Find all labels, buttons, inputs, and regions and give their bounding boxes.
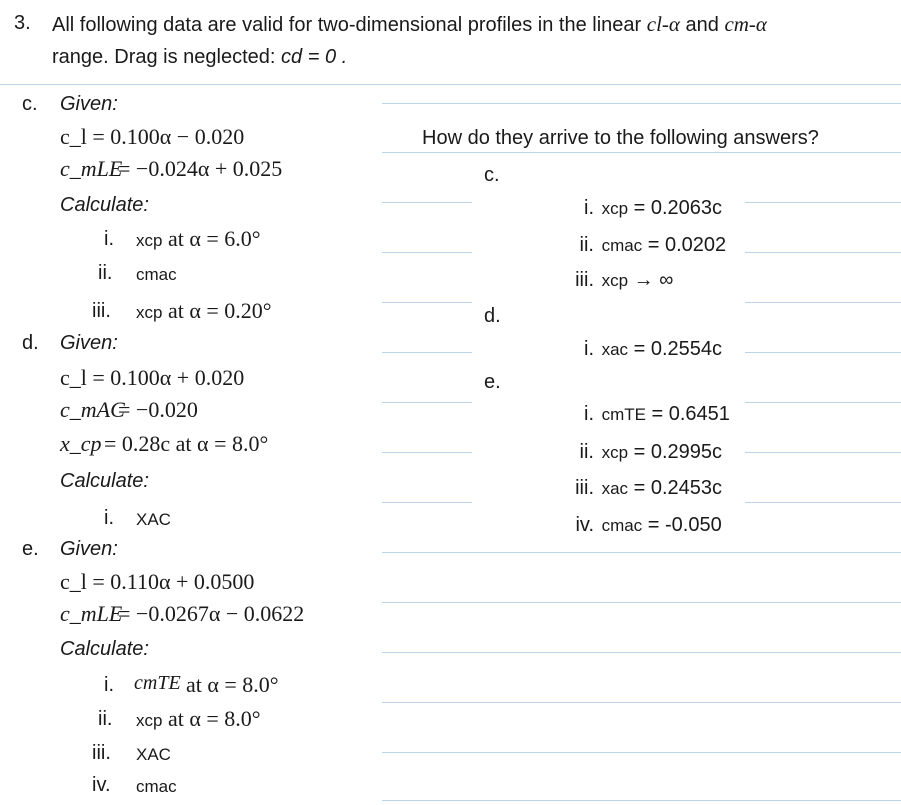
answer-e-ii: ii. xcp = 0.2995c xyxy=(579,441,723,463)
part-e-eq2-lhs: c_mLE xyxy=(60,601,123,626)
part-d-eq3-lhs: x_cp xyxy=(60,431,102,456)
answers-prompt: How do they arrive to the following answers? xyxy=(422,127,819,149)
part-e-item-4-roman: iv. xyxy=(92,774,111,796)
part-c-item-1-text: at α = 6.0° xyxy=(168,226,261,251)
answer-e-iii: iii. xac = 0.2453c xyxy=(575,477,723,499)
answer-c-iii: iii. xcp → ∞ xyxy=(575,269,674,291)
question-line-1: All following data are valid for two-dimensional profiles in the linear cl-α and cm-α xyxy=(52,12,767,36)
part-e-given-label: Given: xyxy=(60,538,118,560)
part-d-calculate-label: Calculate: xyxy=(60,470,149,492)
part-e-item-2-text: at α = 8.0° xyxy=(168,706,261,731)
part-e-eq1: c_l = 0.110α + 0.0500 xyxy=(60,569,255,594)
part-e-item-4-symbol: cmac xyxy=(136,777,177,796)
part-c-item-3-roman: iii. xyxy=(92,300,111,322)
part-c-item-2-symbol: cmac xyxy=(136,265,177,284)
answer-e-i: i. cmTE = 0.6451 xyxy=(584,403,730,425)
part-c-given-label: Given: xyxy=(60,93,118,115)
part-c-item-1-symbol: xcp xyxy=(136,231,163,250)
part-d-eq3-rhs: = 0.28c at α = 8.0° xyxy=(104,431,269,456)
part-e-calculate-label: Calculate: xyxy=(60,638,149,660)
part-e-item-2-symbol: xcp xyxy=(136,711,163,730)
part-e-item-1-roman: i. xyxy=(104,674,114,696)
part-e-item-1-text: at α = 8.0° xyxy=(186,672,279,697)
part-c-item-1-roman: i. xyxy=(104,228,114,250)
part-d-marker: d. xyxy=(22,332,39,354)
part-e-eq2-rhs: = −0.0267α − 0.0622 xyxy=(118,601,305,626)
answer-c-i: i. xcp = 0.2063c xyxy=(584,197,723,219)
part-d-item-1-roman: i. xyxy=(104,507,114,529)
answers-e-marker: e. xyxy=(484,371,501,393)
answer-c-ii: ii. cmac = 0.0202 xyxy=(579,234,727,256)
part-c-eq2-rhs: = −0.024α + 0.025 xyxy=(118,156,283,181)
part-c-calculate-label: Calculate: xyxy=(60,194,149,216)
part-d-given-label: Given: xyxy=(60,332,118,354)
answer-e-iv: iv. cmac = -0.050 xyxy=(575,514,722,536)
part-d-item-1-symbol: XAC xyxy=(136,510,171,529)
part-c-item-3-text: at α = 0.20° xyxy=(168,298,272,323)
part-e-item-3-roman: iii. xyxy=(92,742,111,764)
answer-d-i: i. xac = 0.2554c xyxy=(584,338,723,360)
part-c-item-2-roman: ii. xyxy=(98,262,113,284)
part-c-marker: c. xyxy=(22,93,38,115)
part-c-item-3-symbol: xcp xyxy=(136,303,163,322)
part-c-eq2-lhs: c_mLE xyxy=(60,156,123,181)
answers-c-marker: c. xyxy=(484,164,500,186)
part-c-eq1: c_l = 0.100α − 0.020 xyxy=(60,124,245,149)
part-d-eq1: c_l = 0.100α + 0.020 xyxy=(60,365,245,390)
part-e-item-1-symbol: cmTE xyxy=(134,672,181,694)
part-e-item-3-symbol: XAC xyxy=(136,745,171,764)
question-number: 3. xyxy=(14,12,31,34)
question-line-2: range. Drag is neglected: cd = 0 . xyxy=(52,46,348,68)
part-d-eq2-lhs: c_mAC xyxy=(60,397,125,422)
part-e-item-2-roman: ii. xyxy=(98,708,113,730)
answers-d-marker: d. xyxy=(484,305,501,327)
part-d-eq2-rhs: = −0.020 xyxy=(118,397,198,422)
part-e-marker: e. xyxy=(22,538,39,560)
